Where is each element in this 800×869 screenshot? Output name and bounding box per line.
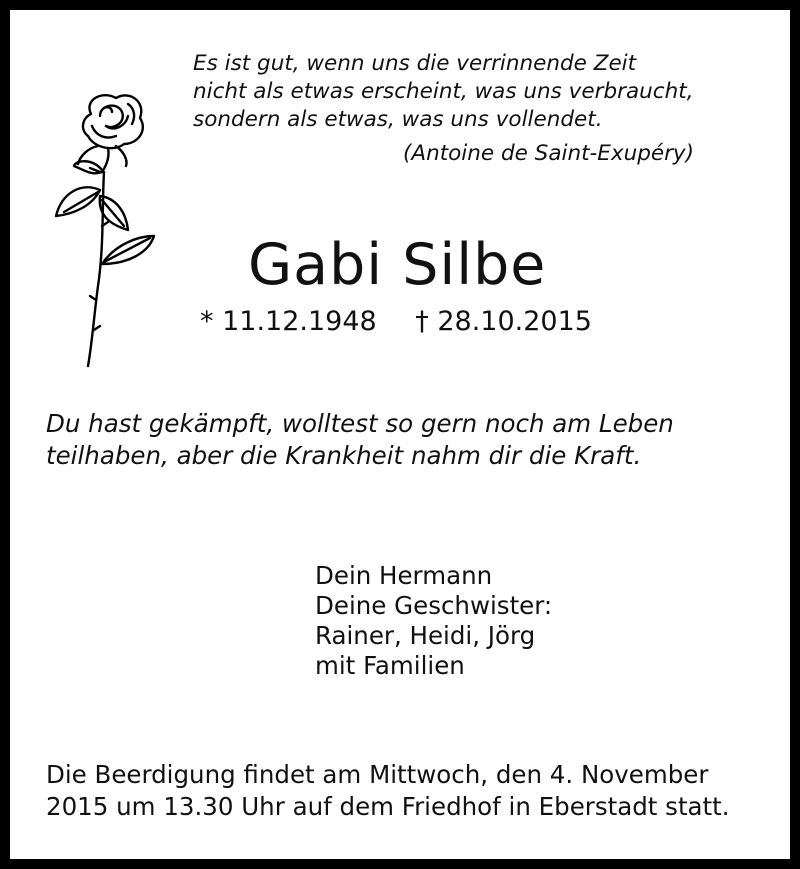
life-dates <box>200 306 592 337</box>
death-date: † 28.10.2015 <box>415 306 592 337</box>
quote-line: Es ist gut, wenn uns die verrinnende Zeit <box>193 51 637 76</box>
mourner-line: Rainer, Heidi, Jörg <box>315 621 536 650</box>
mourner-line: mit Familien <box>315 651 465 680</box>
mourner-line: Deine Geschwister: <box>315 591 553 620</box>
funeral-line: 2015 um 13.30 Uhr auf dem Friedhof in Eberstadt statt. <box>46 792 730 821</box>
funeral-info <box>46 759 730 823</box>
memorial-verse <box>46 408 674 472</box>
mourner-line: Dein Hermann <box>315 561 493 590</box>
mourners-list <box>315 561 552 681</box>
rose-icon <box>44 86 156 368</box>
quote-author: (Antoine de Saint-Exupéry) <box>403 141 695 166</box>
quote-line: sondern als etwas, was uns vollendet. <box>193 107 603 132</box>
verse-line: Du hast gekämpft, wolltest so gern noch am Leben <box>46 409 674 438</box>
deceased-name: Gabi Silbe <box>248 232 547 298</box>
birth-date: * 11.12.1948 <box>200 306 377 337</box>
quote-line: nicht als etwas erscheint, was uns verbraucht, <box>193 79 694 104</box>
epigraph-quote <box>193 50 693 134</box>
funeral-line: Die Beerdigung findet am Mittwoch, den 4. November <box>46 760 709 789</box>
verse-line: teilhaben, aber die Krankheit nahm dir die Kraft. <box>46 441 642 470</box>
